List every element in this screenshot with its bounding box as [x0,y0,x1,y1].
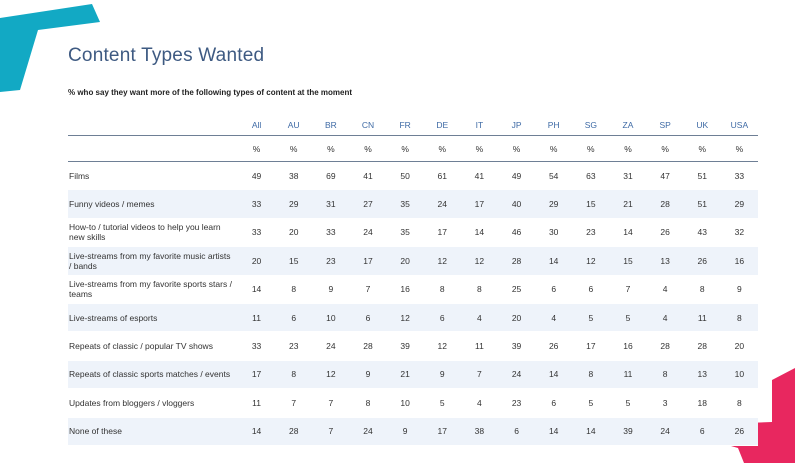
value-cell: 7 [312,417,349,445]
value-cell: 14 [535,247,572,275]
column-header-sg: SG [572,114,609,136]
value-cell: 46 [498,218,535,246]
value-cell: 8 [721,389,758,417]
column-header-it: IT [461,114,498,136]
value-cell: 41 [349,162,386,190]
value-cell: 6 [349,303,386,331]
value-cell: 14 [609,218,646,246]
value-cell: 13 [684,360,721,388]
column-header-uk: UK [684,114,721,136]
value-cell: 23 [572,218,609,246]
value-cell: 39 [387,332,424,360]
value-cell: 38 [461,417,498,445]
value-cell: 6 [684,417,721,445]
value-cell: 29 [535,190,572,218]
value-cell: 20 [498,303,535,331]
value-cell: 23 [498,389,535,417]
value-cell: 11 [461,332,498,360]
column-header-za: ZA [609,114,646,136]
value-cell: 40 [498,190,535,218]
value-cell: 28 [684,332,721,360]
value-cell: 12 [461,247,498,275]
value-cell: 33 [238,190,275,218]
value-cell: 11 [238,389,275,417]
value-cell: 32 [721,218,758,246]
unit-cell: % [424,136,461,162]
value-cell: 33 [238,332,275,360]
value-cell: 49 [238,162,275,190]
value-cell: 14 [535,417,572,445]
table-row [68,389,758,417]
value-cell: 28 [349,332,386,360]
value-cell: 6 [424,303,461,331]
value-cell: 14 [535,360,572,388]
value-cell: 54 [535,162,572,190]
value-cell: 12 [424,247,461,275]
table-subtitle: % who say they want more of the following types of content at the moment [68,88,353,97]
value-cell: 39 [609,417,646,445]
unit-cell: % [572,136,609,162]
value-cell: 8 [572,360,609,388]
value-cell: 4 [461,303,498,331]
value-cell: 5 [572,303,609,331]
row-label: Live-streams of esports [68,303,238,331]
table-row [68,360,758,388]
value-cell: 6 [275,303,312,331]
value-cell: 35 [387,218,424,246]
value-cell: 21 [387,360,424,388]
value-cell: 26 [684,247,721,275]
column-header-fr: FR [387,114,424,136]
table-row [68,218,758,246]
value-cell: 5 [609,303,646,331]
unit-row [68,136,758,162]
row-label: Live-streams from my favorite sports stars / teams [68,275,238,303]
row-label: Repeats of classic sports matches / events [68,360,238,388]
value-cell: 15 [572,190,609,218]
value-cell: 6 [572,275,609,303]
value-cell: 16 [609,332,646,360]
value-cell: 14 [238,417,275,445]
value-cell: 26 [647,218,684,246]
unit-label-cell [68,136,238,162]
value-cell: 20 [238,247,275,275]
value-cell: 20 [275,218,312,246]
table-row [68,332,758,360]
value-cell: 3 [647,389,684,417]
value-cell: 12 [572,247,609,275]
value-cell: 33 [721,162,758,190]
value-cell: 28 [498,247,535,275]
value-cell: 21 [609,190,646,218]
value-cell: 61 [424,162,461,190]
value-cell: 5 [572,389,609,417]
value-cell: 17 [424,417,461,445]
column-header-br: BR [312,114,349,136]
value-cell: 12 [424,332,461,360]
column-header-sp: SP [647,114,684,136]
content-types-table [68,114,758,446]
table-row [68,190,758,218]
value-cell: 7 [349,275,386,303]
unit-cell: % [609,136,646,162]
value-cell: 39 [498,332,535,360]
value-cell: 28 [647,332,684,360]
row-label: None of these [68,417,238,445]
value-cell: 23 [275,332,312,360]
header-label-cell [68,114,238,136]
value-cell: 28 [647,190,684,218]
table-row [68,417,758,445]
value-cell: 6 [498,417,535,445]
value-cell: 11 [238,303,275,331]
value-cell: 43 [684,218,721,246]
value-cell: 5 [424,389,461,417]
value-cell: 5 [609,389,646,417]
value-cell: 20 [387,247,424,275]
value-cell: 8 [461,275,498,303]
value-cell: 11 [609,360,646,388]
value-cell: 8 [721,303,758,331]
value-cell: 50 [387,162,424,190]
value-cell: 17 [461,190,498,218]
row-label: Films [68,162,238,190]
column-header-jp: JP [498,114,535,136]
unit-cell: % [349,136,386,162]
row-label: Funny videos / memes [68,190,238,218]
column-header-de: DE [424,114,461,136]
value-cell: 7 [275,389,312,417]
value-cell: 14 [238,275,275,303]
value-cell: 38 [275,162,312,190]
value-cell: 24 [312,332,349,360]
value-cell: 12 [312,360,349,388]
value-cell: 41 [461,162,498,190]
value-cell: 8 [647,360,684,388]
unit-cell: % [498,136,535,162]
unit-cell: % [238,136,275,162]
row-label: Repeats of classic / popular TV shows [68,332,238,360]
value-cell: 24 [498,360,535,388]
value-cell: 4 [647,303,684,331]
unit-cell: % [275,136,312,162]
value-cell: 26 [721,417,758,445]
value-cell: 7 [312,389,349,417]
value-cell: 9 [387,417,424,445]
value-cell: 6 [535,275,572,303]
value-cell: 14 [572,417,609,445]
value-cell: 30 [535,218,572,246]
unit-cell: % [387,136,424,162]
value-cell: 17 [572,332,609,360]
value-cell: 28 [275,417,312,445]
unit-cell: % [535,136,572,162]
value-cell: 63 [572,162,609,190]
value-cell: 17 [424,218,461,246]
value-cell: 29 [275,190,312,218]
unit-cell: % [461,136,498,162]
value-cell: 33 [312,218,349,246]
value-cell: 6 [535,389,572,417]
unit-cell: % [721,136,758,162]
unit-cell: % [647,136,684,162]
value-cell: 11 [684,303,721,331]
value-cell: 10 [312,303,349,331]
value-cell: 29 [721,190,758,218]
value-cell: 8 [275,360,312,388]
unit-cell: % [312,136,349,162]
value-cell: 8 [684,275,721,303]
value-cell: 24 [349,218,386,246]
value-cell: 8 [349,389,386,417]
value-cell: 35 [387,190,424,218]
value-cell: 4 [461,389,498,417]
value-cell: 27 [349,190,386,218]
column-header-cn: CN [349,114,386,136]
unit-cell: % [684,136,721,162]
value-cell: 15 [275,247,312,275]
value-cell: 9 [424,360,461,388]
value-cell: 13 [647,247,684,275]
value-cell: 14 [461,218,498,246]
value-cell: 47 [647,162,684,190]
value-cell: 25 [498,275,535,303]
column-header-all: All [238,114,275,136]
page-title: Content Types Wanted [68,45,265,66]
table-row [68,275,758,303]
value-cell: 51 [684,162,721,190]
value-cell: 9 [721,275,758,303]
row-label: Live-streams from my favorite music artists / bands [68,247,238,275]
table-row [68,162,758,190]
value-cell: 31 [609,162,646,190]
table-row [68,303,758,331]
value-cell: 7 [609,275,646,303]
value-cell: 33 [238,218,275,246]
value-cell: 7 [461,360,498,388]
row-label: How-to / tutorial videos to help you learn new skills [68,218,238,246]
value-cell: 20 [721,332,758,360]
value-cell: 10 [387,389,424,417]
value-cell: 16 [387,275,424,303]
row-label: Updates from bloggers / vloggers [68,389,238,417]
value-cell: 10 [721,360,758,388]
value-cell: 17 [238,360,275,388]
value-cell: 24 [424,190,461,218]
column-header-usa: USA [721,114,758,136]
value-cell: 18 [684,389,721,417]
column-header-au: AU [275,114,312,136]
value-cell: 49 [498,162,535,190]
value-cell: 4 [647,275,684,303]
value-cell: 24 [647,417,684,445]
value-cell: 15 [609,247,646,275]
value-cell: 24 [349,417,386,445]
value-cell: 4 [535,303,572,331]
value-cell: 12 [387,303,424,331]
value-cell: 9 [312,275,349,303]
value-cell: 26 [535,332,572,360]
table-row [68,247,758,275]
value-cell: 17 [349,247,386,275]
value-cell: 51 [684,190,721,218]
column-header-ph: PH [535,114,572,136]
value-cell: 23 [312,247,349,275]
value-cell: 8 [275,275,312,303]
value-cell: 31 [312,190,349,218]
value-cell: 9 [349,360,386,388]
value-cell: 16 [721,247,758,275]
value-cell: 69 [312,162,349,190]
header-row [68,114,758,136]
value-cell: 8 [424,275,461,303]
